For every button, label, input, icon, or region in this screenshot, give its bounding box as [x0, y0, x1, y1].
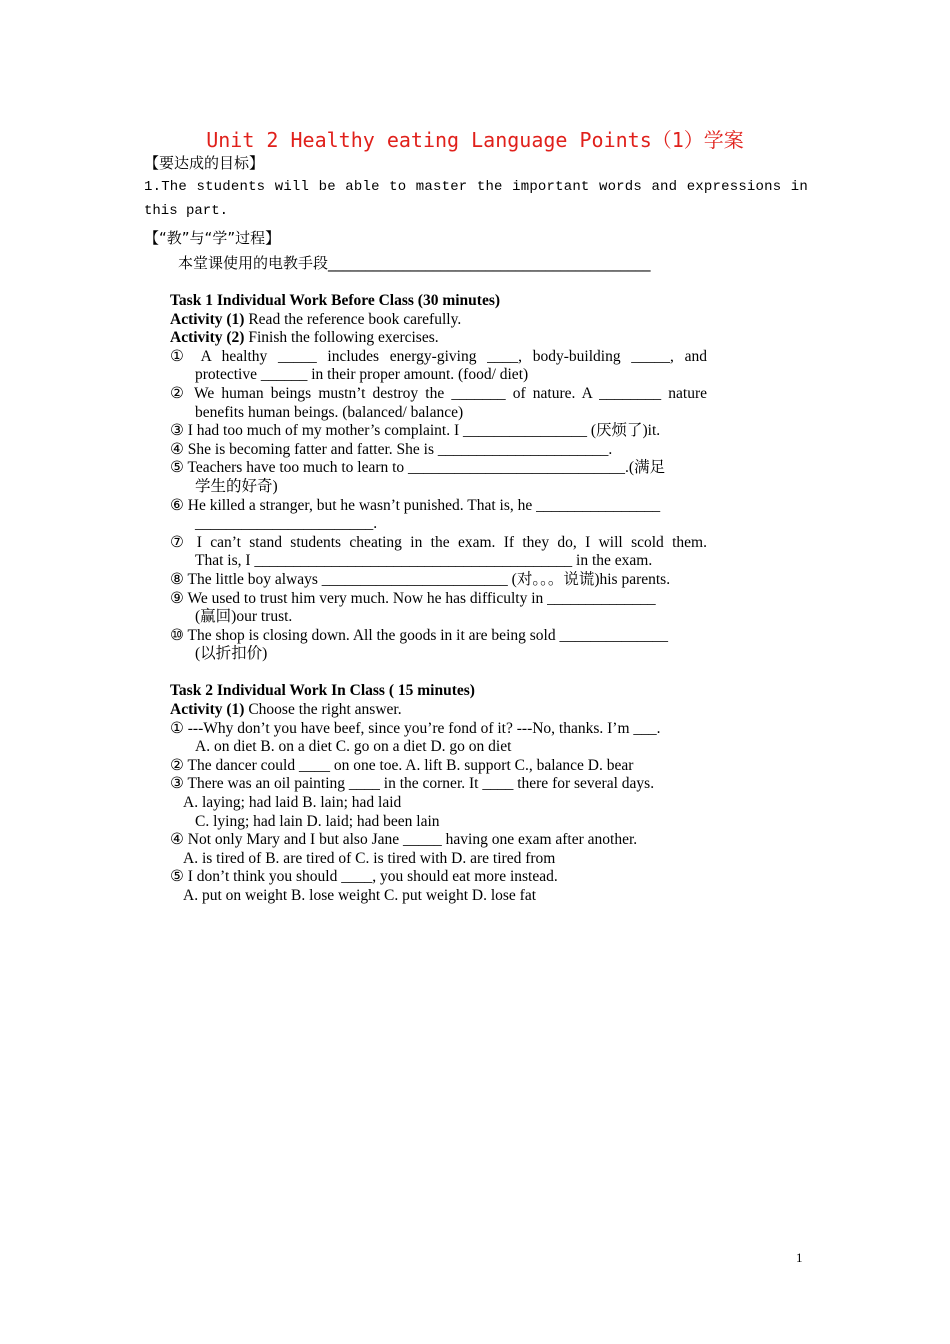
- activity-label: Activity (2): [170, 329, 245, 347]
- exercise-line: A. put on weight B. lose weight C. put weight D. lose fat: [183, 887, 537, 904]
- exercise-line: ③ There was an oil painting ____ in the corner. It ____ there for several days.: [170, 775, 655, 793]
- activity-label: Activity (1): [170, 310, 245, 328]
- page-title: Unit 2 Healthy eating Language Points（1）学案: [206, 128, 744, 152]
- process-heading: 【“教”与“学”过程】: [144, 229, 281, 247]
- exercise-line: ⑩ The shop is closing down. All the goods in it are being sold ______________: [170, 626, 668, 644]
- exercise-line: ⑤ I don’t think you should ____, you should eat more instead.: [170, 868, 558, 886]
- exercise-line: C. lying; had lain D. laid; had been lain: [195, 812, 440, 830]
- exercise-line: ⑥ He killed a stranger, but he wasn’t punished. That is, he ________________: [170, 496, 661, 514]
- task1-activity2: [170, 329, 707, 348]
- exercise-line: ① A healthy _____ includes energy-giving ____, body-building _____, and: [170, 347, 707, 365]
- exercise-line: ⑧ The little boy always ________________________ (对。。。说谎)his parents.: [170, 570, 671, 588]
- exercise-line: 学生的好奇): [195, 477, 278, 495]
- exercise-line: ③ I had too much of my mother’s complaint. I ________________ (厌烦了)it.: [170, 422, 661, 440]
- task2-heading: Task 2 Individual Work In Class ( 15 minutes): [170, 682, 475, 700]
- activity-text: Choose the right answer.: [244, 701, 402, 719]
- exercise-line: ② The dancer could ____ on one toe. A. lift B. support C., balance D. bear: [170, 756, 634, 774]
- activity-text: Read the reference book carefully.: [244, 310, 462, 328]
- exercise-line: A. on diet B. on a diet C. go on a diet D. go on diet: [195, 738, 512, 756]
- exercise-line: ④ She is becoming fatter and fatter. She is ______________________.: [170, 440, 613, 458]
- exercise-line: ④ Not only Mary and I but also Jane _____ having one exam after another.: [170, 831, 638, 849]
- media-line: 本堂课使用的电教手段___________________________________________: [178, 254, 651, 272]
- exercise-line: A. is tired of B. are tired of C. is tired with D. are tired from: [183, 849, 556, 867]
- exercise-line: A. laying; had laid B. lain; had laid: [183, 794, 402, 812]
- exercise-line: protective ______ in their proper amount. (food/ diet): [195, 366, 529, 384]
- exercise-line: ⑦ I can’t stand students cheating in the exam. If they do, I will scold them.: [170, 533, 707, 551]
- activity-label: Activity (1): [170, 701, 245, 719]
- exercise-line: _______________________.: [195, 515, 378, 533]
- task2-question-list: [170, 720, 707, 906]
- exercise-line: (以折扣价): [195, 645, 268, 663]
- exercise-line: (赢回)our trust.: [195, 608, 293, 626]
- goal-line-1: 1.The students will be able to master the important words and expressions in: [144, 179, 808, 195]
- goal-line-2: this part.: [144, 203, 229, 219]
- task1-heading: Task 1 Individual Work Before Class (30 minutes): [170, 292, 501, 309]
- exercise-line: benefits human beings. (balanced/ balance): [195, 403, 464, 421]
- exercise-line: ⑨ We used to trust him very much. Now he has difficulty in ______________: [170, 589, 656, 607]
- activity-text: Finish the following exercises.: [244, 329, 439, 347]
- exercise-line: That is, I _________________________________________ in the exam.: [195, 552, 653, 570]
- goal-heading: 【要达成的目标】: [144, 154, 265, 172]
- task2-activity1: [170, 701, 707, 720]
- exercise-line: ⑤ Teachers have too much to learn to ____________________________.(满足: [170, 459, 666, 477]
- page-number: 1: [796, 1250, 803, 1265]
- exercise-line: ② We human beings mustn’t destroy the _______ of nature. A ________ nature: [170, 384, 707, 402]
- task1-section: [170, 292, 707, 906]
- task1-activity1: [170, 311, 707, 330]
- task1-exercise-list: [170, 348, 707, 664]
- exercise-line: ① ---Why don’t you have beef, since you’re fond of it? ---No, thanks. I’m ___.: [170, 719, 661, 737]
